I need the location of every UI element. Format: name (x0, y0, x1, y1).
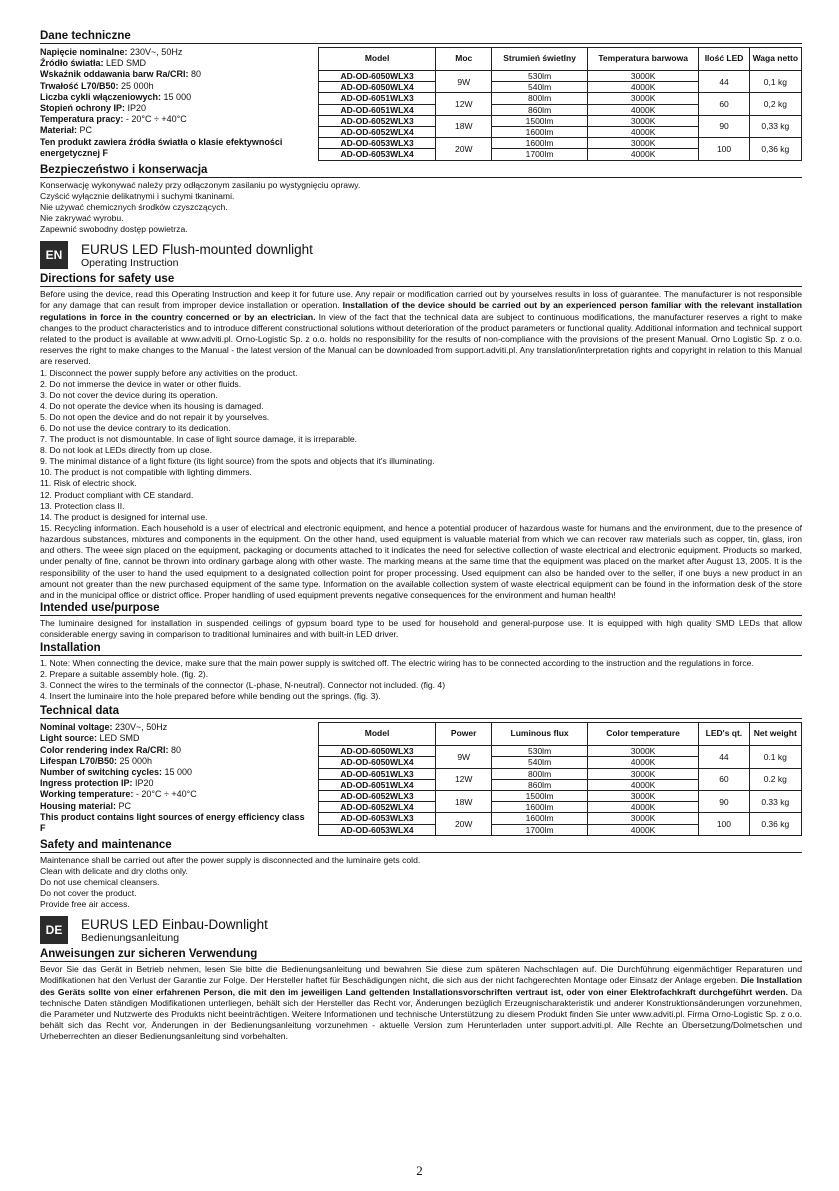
power-cell: 9W (436, 71, 492, 93)
flux-cell: 1700lm (492, 824, 588, 835)
weight-cell: 0,33 kg (749, 115, 801, 137)
en-safety-list (40, 855, 802, 910)
flux-cell: 540lm (492, 757, 588, 768)
temperature-cell: 4000K (587, 757, 698, 768)
weight-cell: 0.1 kg (749, 746, 801, 768)
column-header: Strumień świetlny (492, 48, 588, 71)
de-header (40, 915, 802, 945)
spec-value: 80 (168, 744, 182, 755)
spec-value: PC (77, 125, 93, 136)
model-cell: AD-OD-6053WLX3 (319, 813, 436, 824)
en-directions-list (40, 368, 802, 523)
de-heading: Anweisungen zur sicheren Verwendung (40, 948, 802, 962)
table-header-row (319, 723, 802, 746)
flux-cell: 530lm (492, 71, 588, 82)
spec-value: - 20°C ÷ +40°C (123, 114, 187, 125)
list-item: 12. Product compliant with CE standard. (40, 489, 194, 500)
flux-cell: 860lm (492, 104, 588, 115)
spec-value: 25 000h (117, 755, 153, 766)
list-item: 4. Do not operate the device when its housing is damaged. (40, 400, 264, 411)
list-item: 10. The product is not compatible with lighting dimmers. (40, 467, 252, 478)
model-cell: AD-OD-6050WLX4 (319, 757, 436, 768)
model-cell: AD-OD-6051WLX4 (319, 779, 436, 790)
list-item: Maintenance shall be carried out after the power supply is disconnected and the luminaire gets cold. (40, 854, 421, 865)
power-cell: 9W (436, 746, 492, 768)
temperature-cell: 4000K (587, 824, 698, 835)
spec-item (40, 812, 305, 834)
column-header: Model (319, 723, 436, 746)
column-header: Temperatura barwowa (587, 48, 699, 71)
column-header: Power (436, 723, 492, 746)
en-tech-heading: Technical data (40, 705, 802, 719)
model-cell: AD-OD-6050WLX3 (319, 746, 436, 757)
spec-label: Ten produkt zawiera źródła światła o klasie efektywności energetycznej F (40, 136, 283, 158)
list-item: 2. Prepare a suitable assembly hole. (fig. 2). (40, 668, 209, 679)
power-cell: 20W (436, 138, 492, 160)
model-cell: AD-OD-6051WLX4 (319, 104, 436, 115)
spec-value: 230V~, 50Hz (112, 722, 168, 733)
spec-value: LED SMD (103, 58, 147, 69)
table-row (319, 71, 802, 82)
table-row (319, 138, 802, 149)
model-cell: AD-OD-6053WLX4 (319, 149, 436, 160)
spec-label: Light source: (40, 733, 98, 744)
led-count-cell: 44 (699, 71, 749, 93)
list-item: 7. The product is not dismountable. In case of light source damage, it is irreparable. (40, 434, 358, 445)
power-cell: 18W (436, 790, 492, 812)
temperature-cell: 4000K (587, 149, 699, 160)
spec-value: PC (116, 800, 132, 811)
de-safety-text (40, 964, 802, 1042)
table-header-row (319, 48, 802, 71)
spec-item (40, 81, 305, 92)
de-text-bold: Die Installation des Geräts sollte von einer erfahrenen Person, die mit den im jeweiligen Land geltenden Installationsvorschriften vertraut ist, oder von einer Elektrofachkraft durchgeführt werden. (40, 975, 802, 997)
spec-label: Working temperature: (40, 789, 134, 800)
pl-tech-block (40, 47, 802, 161)
power-cell: 20W (436, 813, 492, 835)
temperature-cell: 4000K (587, 104, 699, 115)
temperature-cell: 4000K (587, 779, 698, 790)
spec-value: IP20 (125, 103, 147, 114)
spec-label: Nominal voltage: (40, 722, 113, 733)
power-cell: 12W (436, 93, 492, 115)
model-cell: AD-OD-6052WLX3 (319, 115, 436, 126)
model-cell: AD-OD-6050WLX4 (319, 82, 436, 93)
page-number: 2 (416, 1163, 423, 1178)
en-recycling-info: 15. Recycling information. Each household is a user of electrical and electronic equipment, and hence a potential producer of hazardous waste for humans and the environment, due to the presence of hazardous substances, mixtures and components in the equipment. On the other hand, used equipment is valuable material from which we can recover raw materials such as copper, tin, glass, iron and others. The weee sign placed on the equipment, packaging or documents attached to it indicates the need for selective collection of waste electrical and electronic equipment. Products so marked, under penalty of fine, cannot be thrown into ordinary garbage along with other waste. The marking means at the same time that the equipment was placed on the market after August 13, 2005. It is the responsibility of the user to hand the used equipment to a designated collection point for proper processing. Used equipment can also be handed over to the seller, if one buys a new product in an amount not greater than the new purchased equipment of the same type. Information on the available collection system of waste electrical equipment can be found in the information desk of the store and in the municipal office or district office. Proper handling of used equipment prevents negative consequences for the environment and human health! (40, 522, 802, 601)
spec-label: Źródło światła: (40, 58, 104, 69)
spec-label: Materiał: (40, 125, 78, 136)
column-header: Color temperature (587, 723, 698, 746)
en-safety-heading: Safety and maintenance (40, 839, 802, 853)
weight-cell: 0,2 kg (749, 93, 801, 115)
table-row (319, 93, 802, 104)
led-count-cell: 100 (699, 138, 749, 160)
table-row (319, 813, 802, 824)
spec-label: Color rendering index Ra/CRI: (40, 744, 169, 755)
de-text-part2: Da technische Daten ständigen Modifikationen unterliegen, behält sich der Hersteller das Recht vor, Änderungen bezüglich Erzeugnischarakteristik und anderer Konstruktionsänderungen vorzunehmen, die Parameter und Nutzwerte des Produkts nicht beeinträchtigen. Weitere Informationen und technische Unterstützung zu diesem Produkt finden Sie unter www.adviti.pl. Firma Orno-Logistic Sp. z o.o. behält sich das Recht vor, Änderungen in der Bedienungsanleitung vorzunehmen - aktuelle Version zum Herunterladen unter support.adviti.pl. Alle Rechte an Übersetzung/Dolmetschen und Urheberrechten an dieser Bedienungsanleitung sind vorbehalten. (40, 986, 803, 1042)
en-installation-heading: Installation (40, 642, 802, 656)
spec-label: Ingress protection IP: (40, 778, 133, 789)
spec-item (40, 103, 305, 114)
temperature-cell: 3000K (587, 138, 699, 149)
flux-cell: 1600lm (492, 813, 588, 824)
list-item: Nie używać chemicznych środków czyszczących. (40, 201, 228, 212)
flux-cell: 540lm (492, 82, 588, 93)
list-item: Czyścić wyłącznie delikatnymi i suchymi tkaninami. (40, 190, 235, 201)
flux-cell: 1700lm (492, 149, 588, 160)
column-header: Moc (436, 48, 492, 71)
led-count-cell: 100 (699, 813, 749, 835)
en-installation-list (40, 669, 802, 702)
temperature-cell: 3000K (587, 71, 699, 82)
power-cell: 18W (436, 115, 492, 137)
list-item: 1. Disconnect the power supply before any activities on the product. (40, 367, 298, 378)
en-intended-heading: Intended use/purpose (40, 602, 802, 616)
spec-label: Napięcie nominalne: (40, 47, 128, 57)
en-product-subtitle: Operating Instruction (81, 256, 179, 269)
en-intended-text: The luminaire designed for installation in suspended ceilings of gypsum board type to be used for household and general-purpose use. It is equipped with high quality SMD LEDs that allow considerable energy saving in comparison to traditional luminaires and with built-in LED driver. (40, 618, 802, 640)
spec-value: 25 000h (118, 80, 154, 91)
table-row (319, 746, 802, 757)
de-product-subtitle: Bedienungsanleitung (81, 931, 180, 944)
column-header: Ilość LED (699, 48, 749, 71)
list-item: 11. Risk of electric shock. (40, 478, 137, 489)
table-row (319, 115, 802, 126)
en-product-title: EURUS LED Flush-mounted downlight (81, 241, 313, 257)
list-item: 3. Do not cover the device during its operation. (40, 389, 218, 400)
flux-cell: 1600lm (492, 127, 588, 138)
en-header (40, 240, 802, 270)
flux-cell: 1600lm (492, 138, 588, 149)
pl-tech-heading: Dane techniczne (40, 30, 802, 44)
list-item: 14. The product is designed for internal use. (40, 511, 208, 522)
flux-cell: 1500lm (492, 790, 588, 801)
weight-cell: 0.33 kg (749, 790, 801, 812)
spec-value: 230V~, 50Hz (127, 47, 183, 57)
list-item: Zapewnić swobodny dostęp powietrza. (40, 224, 188, 234)
column-header: Waga netto (749, 48, 801, 71)
page-content (40, 30, 802, 1043)
pl-spec-table (318, 47, 802, 161)
led-count-cell: 60 (699, 93, 749, 115)
spec-item (40, 733, 305, 744)
spec-label: This product contains light sources of energy efficiency class F (40, 811, 305, 833)
spec-label: Housing material: (40, 800, 117, 811)
flux-cell: 860lm (492, 779, 588, 790)
spec-label: Stopień ochrony IP: (40, 103, 126, 114)
list-item: 2. Do not immerse the device in water or other fluids. (40, 378, 242, 389)
list-item: 5. Do not open the device and do not repair it by yourselves. (40, 411, 270, 422)
column-header: LED's qt. (699, 723, 749, 746)
model-cell: AD-OD-6052WLX3 (319, 790, 436, 801)
led-count-cell: 60 (699, 768, 749, 790)
en-directions-intro (40, 289, 802, 367)
en-directions-heading: Directions for safety use (40, 273, 802, 287)
model-cell: AD-OD-6053WLX4 (319, 824, 436, 835)
spec-item (40, 114, 305, 125)
spec-label: Liczba cykli włączeniowych: (40, 91, 162, 102)
en-tech-block (40, 722, 802, 836)
en-spec-table (318, 722, 802, 836)
en-specs-list (40, 722, 305, 836)
table-row (319, 768, 802, 779)
spec-label: Number of switching cycles: (40, 766, 163, 777)
spec-item (40, 69, 305, 80)
spec-value: IP20 (132, 778, 154, 789)
pl-specs-list (40, 47, 305, 161)
list-item: Provide free air access. (40, 899, 130, 910)
list-item: 4. Insert the luminaire into the hole prepared before while bending out the springs. (fig. 3). (40, 691, 381, 702)
led-count-cell: 90 (699, 790, 749, 812)
model-cell: AD-OD-6052WLX4 (319, 127, 436, 138)
flux-cell: 1500lm (492, 115, 588, 126)
model-cell: AD-OD-6051WLX3 (319, 768, 436, 779)
list-item: Do not cover the product. (40, 888, 137, 899)
de-product-title: EURUS LED Einbau-Downlight (81, 916, 268, 932)
temperature-cell: 3000K (587, 93, 699, 104)
spec-label: Lifespan L70/B50: (40, 755, 118, 766)
spec-item (40, 92, 305, 103)
temperature-cell: 4000K (587, 82, 699, 93)
table-row (319, 790, 802, 801)
en-intro-part1: Before using the device, read this Operating Instruction and keep it for future use. Any repair or modification carried out by yourselves results in loss of guarantee. The manufacturer is not responsible for any damage that can result from improper device installation or operation. (40, 289, 802, 311)
spec-label: Wskaźnik oddawania barw Ra/CRI: (40, 69, 189, 80)
flux-cell: 1600lm (492, 802, 588, 813)
pl-safety-list (40, 180, 802, 235)
weight-cell: 0,36 kg (749, 138, 801, 160)
led-count-cell: 44 (699, 746, 749, 768)
weight-cell: 0,1 kg (749, 71, 801, 93)
weight-cell: 0.36 kg (749, 813, 801, 835)
spec-item (40, 801, 305, 812)
temperature-cell: 3000K (587, 115, 699, 126)
column-header: Model (319, 48, 436, 71)
spec-value: - 20°C ÷ +40°C (133, 789, 197, 800)
spec-item (40, 756, 305, 767)
spec-item (40, 137, 305, 159)
column-header: Net weight (749, 723, 801, 746)
en-installation-step-1: 1. Note: When connecting the device, make sure that the main power supply is switched off. The electric wiring has to be connected according to the instruction and the regulations in force. (40, 657, 754, 668)
flux-cell: 800lm (492, 768, 588, 779)
en-intro-part2: In view of the fact that the technical data are subject to continuous modifications, the manufacturer reserves a right to make changes to the product characteristics and to introduce different constructional solutions without deterioration of the product parameters or functional quality. Additional information and technical support related to the product is available at www.adviti.pl. Orno-Logistic Sp. z o.o. holds no responsibility for the results of non-compliance with the provisions of the present Manual. Orno Logistic Sp. z o.o. reserves the right to make changes to the Manual - the latest version of the Manual can be downloaded from support.adviti.pl. Any translation/interpretation rights and copyright in relation to this Manual are reserved. (40, 311, 802, 367)
temperature-cell: 4000K (587, 127, 699, 138)
spec-item (40, 722, 305, 733)
power-cell: 12W (436, 768, 492, 790)
weight-cell: 0.2 kg (749, 768, 801, 790)
list-item: 13. Protection class II. (40, 500, 125, 511)
pl-safety-heading: Bezpieczeństwo i konserwacja (40, 164, 802, 178)
spec-value: 15 000 (161, 91, 192, 102)
spec-value: 15 000 (162, 766, 193, 777)
temperature-cell: 3000K (587, 768, 698, 779)
list-item: Nie zakrywać wyrobu. (40, 212, 124, 223)
model-cell: AD-OD-6052WLX4 (319, 802, 436, 813)
flux-cell: 800lm (492, 93, 588, 104)
spec-value: LED SMD (97, 733, 140, 744)
flux-cell: 530lm (492, 746, 588, 757)
spec-item (40, 789, 305, 800)
spec-value: 80 (188, 69, 202, 80)
temperature-cell: 4000K (587, 802, 698, 813)
column-header: Luminous flux (492, 723, 588, 746)
led-count-cell: 90 (699, 115, 749, 137)
list-item: Clean with delicate and dry cloths only. (40, 865, 188, 876)
temperature-cell: 3000K (587, 813, 698, 824)
model-cell: AD-OD-6053WLX3 (319, 138, 436, 149)
list-item: 6. Do not use the device contrary to its dedication. (40, 422, 231, 433)
spec-item (40, 47, 305, 58)
temperature-cell: 3000K (587, 746, 698, 757)
list-item: 3. Connect the wires to the terminals of the connector (L-phase, N-neutral). Connector not included. (fig. 4) (40, 679, 446, 690)
model-cell: AD-OD-6051WLX3 (319, 93, 436, 104)
en-language-badge: EN (40, 241, 68, 269)
spec-item (40, 745, 305, 756)
temperature-cell: 3000K (587, 790, 698, 801)
en-intro-bold: Installation of the device should be carried out by an experienced person familiar with the relevant installation regulations in force in the country concerned or by an electrician. (40, 300, 802, 322)
de-language-badge: DE (40, 916, 68, 944)
spec-item (40, 125, 305, 136)
list-item: 9. The minimal distance of a light fixture (its light source) from the spots and objects that it's illuminating. (40, 456, 435, 467)
de-text-part1: Bevor Sie das Gerät in Betrieb nehmen, lesen Sie bitte die Bedienungsanleitung und bewahren Sie diese zum späteren Nachschlagen auf. Die Durchführung eigenmächtiger Reparaturen und Modifikationen hat den Verlust der Garantie zur Folge. Der Hersteller haftet für Beschädigungen nicht, die sich aus der nicht fachgerechten Montage oder Einsatz der Anlage ergeben. (40, 964, 802, 986)
spec-item (40, 778, 305, 789)
model-cell: AD-OD-6050WLX3 (319, 71, 436, 82)
list-item: 8. Do not look at LEDs directly from up close. (40, 445, 212, 456)
spec-item (40, 767, 305, 778)
list-item: Konserwację wykonywać należy przy odłączonym zasilaniu po wystygnięciu oprawy. (40, 179, 361, 190)
spec-item (40, 58, 305, 69)
spec-label: Trwałość L70/B50: (40, 80, 119, 91)
list-item: Do not use chemical cleansers. (40, 876, 160, 887)
spec-label: Temperatura pracy: (40, 114, 124, 125)
